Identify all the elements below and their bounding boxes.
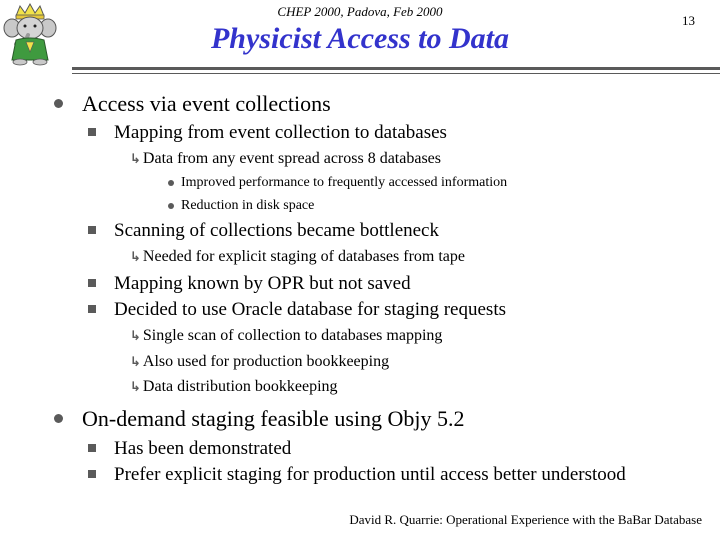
bullet-prefer-explicit: Prefer explicit staging for production until access better understood (114, 464, 626, 486)
square-bullet-icon (88, 305, 96, 313)
header-rule-thick (72, 67, 720, 70)
bullet-decided-oracle: Decided to use Oracle database for staging requests (114, 299, 506, 321)
arrow-bullet-icon: ↳ (130, 250, 141, 265)
arrow-bullet-icon: ↳ (130, 355, 141, 370)
dot-bullet-icon (168, 203, 174, 209)
bullet-needed-staging: ↳ Needed for explicit staging of databases from tape (130, 248, 466, 265)
square-bullet-icon (88, 444, 96, 452)
bullet-mapping-known: Mapping known by OPR but not saved (114, 273, 411, 295)
round-bullet-icon (54, 99, 63, 108)
slide-title: Physicist Access to Data (210, 22, 510, 55)
arrow-bullet-icon: ↳ (130, 380, 141, 395)
dot-bullet-icon (168, 180, 174, 186)
arrow-bullet-icon: ↳ (130, 329, 141, 344)
bullet-reduction-disk: Reduction in disk space (181, 198, 314, 214)
square-bullet-icon (88, 226, 96, 234)
babar-elephant-logo-icon (2, 2, 62, 66)
round-bullet-icon (54, 414, 63, 423)
bullet-demonstrated: Has been demonstrated (114, 438, 291, 460)
bullet-ondemand-staging: On-demand staging feasible using Objy 5.2 (82, 406, 465, 432)
arrow-bullet-icon: ↳ (130, 152, 141, 167)
header-rule-thin (72, 73, 720, 74)
bullet-scanning: Scanning of collections became bottleneck (114, 220, 439, 242)
bullet-data-any-event: ↳ Data from any event spread across 8 databases (130, 150, 442, 167)
bullet-mapping: Mapping from event collection to databases (114, 122, 447, 144)
page-number: 13 (682, 13, 695, 28)
bullet-improved-performance: Improved performance to frequently accessed information (181, 175, 507, 191)
bullet-data-distribution: ↳ Data distribution bookkeeping (130, 378, 338, 395)
header-meta: CHEP 2000, Padova, Feb 2000 (277, 4, 443, 19)
square-bullet-icon (88, 279, 96, 287)
bullet-also-used: ↳ Also used for production bookkeeping (130, 353, 390, 370)
bullet-single-scan: ↳ Single scan of collection to databases mapping (130, 327, 443, 344)
square-bullet-icon (88, 470, 96, 478)
square-bullet-icon (88, 128, 96, 136)
bullet-access-via-collections: Access via event collections (82, 91, 331, 117)
footer-credit: David R. Quarrie: Operational Experience with the BaBar Database (349, 512, 702, 527)
